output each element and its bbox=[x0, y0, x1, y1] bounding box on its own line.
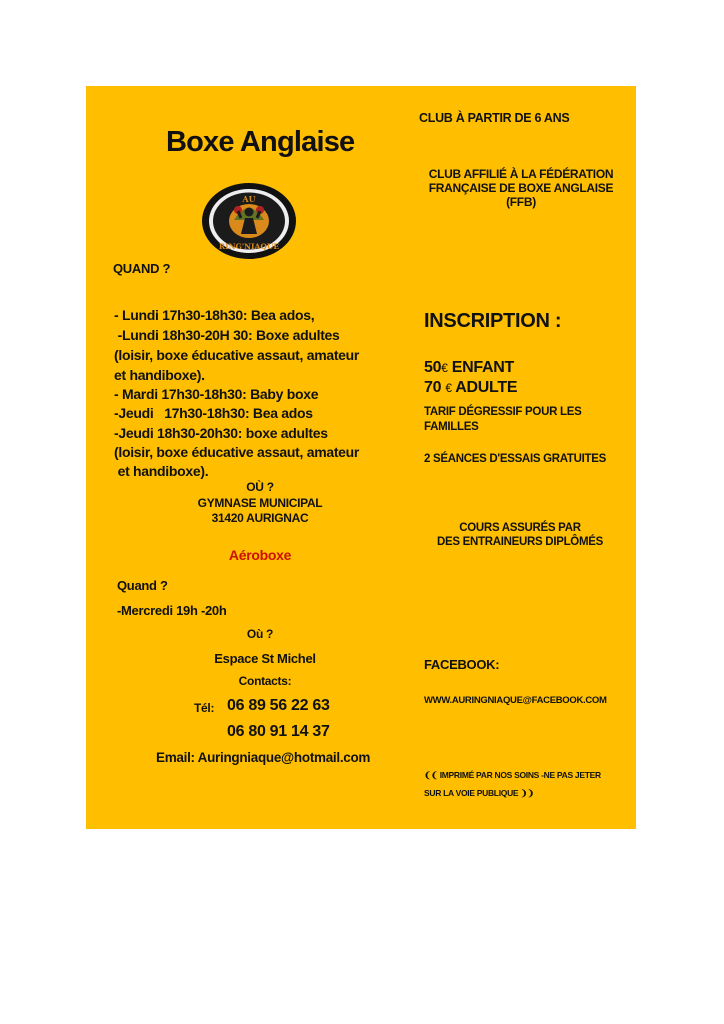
schedule-line: -Jeudi 17h30-18h30: Bea ados bbox=[114, 405, 313, 421]
logo-text-bottom: RING'NIAQUE bbox=[218, 242, 280, 251]
aeroboxe-heading: Aéroboxe bbox=[228, 547, 292, 563]
price-adult-amount: 70 bbox=[424, 379, 442, 396]
price-child-amount: 50 bbox=[424, 359, 442, 376]
schedule-line: - Mardi 17h30-18h30: Baby boxe bbox=[114, 386, 319, 402]
aeroboxe-place: Espace St Michel bbox=[214, 651, 316, 666]
price-child-label: ENFANT bbox=[451, 359, 514, 376]
phone-1: 06 89 56 22 63 bbox=[227, 697, 330, 714]
affiliation-line: (FFB) bbox=[506, 195, 536, 209]
quand-heading: QUAND ? bbox=[113, 261, 171, 276]
currency-symbol: € bbox=[441, 361, 448, 375]
facebook-heading: FACEBOOK: bbox=[424, 657, 500, 672]
aeroboxe-time: -Mercredi 19h -20h bbox=[117, 603, 227, 618]
venue-name: GYMNASE MUNICIPAL bbox=[197, 496, 323, 510]
schedule-line: et handiboxe). bbox=[114, 367, 205, 383]
aeroboxe-ou: Où ? bbox=[246, 627, 274, 641]
footer-note-line: SUR LA VOIE PUBLIQUE ❩❩ bbox=[424, 788, 534, 798]
footer-note-line: ❨❨ IMPRIMÉ PAR NOS SOINS -NE PAS JETER bbox=[424, 770, 601, 780]
aeroboxe-quand: Quand ? bbox=[117, 578, 168, 593]
schedule-line: et handiboxe). bbox=[114, 463, 209, 479]
ou-heading: OÙ ? bbox=[246, 480, 274, 494]
facebook-link[interactable]: WWW.AURINGNIAQUE@FACEBOOK.COM bbox=[424, 695, 607, 706]
tel-label: Tél: bbox=[194, 701, 215, 715]
venue-city: 31420 AURIGNAC bbox=[211, 511, 309, 525]
schedule-line: (loisir, boxe éducative assaut, amateur bbox=[114, 444, 360, 460]
club-logo bbox=[201, 182, 297, 260]
coaches-line: DES ENTRAINEURS DIPLÔMÉS bbox=[437, 536, 603, 548]
tarif-line: TARIF DÉGRESSIF POUR LES bbox=[424, 406, 582, 418]
tarif-line: FAMILLES bbox=[424, 421, 479, 433]
phone-2: 06 80 91 14 37 bbox=[227, 723, 330, 740]
schedule-line: -Jeudi 18h30-20h30: boxe adultes bbox=[114, 425, 328, 441]
inscription-heading: INSCRIPTION : bbox=[424, 310, 562, 332]
schedule-line: - Lundi 17h30-18h30: Bea ados, bbox=[114, 307, 315, 323]
club-age: CLUB À PARTIR DE 6 ANS bbox=[419, 111, 570, 125]
free-trial: 2 SÉANCES D'ESSAIS GRATUITES bbox=[424, 453, 606, 465]
currency-symbol: € bbox=[445, 381, 452, 395]
affiliation-line: CLUB AFFILIÉ À LA FÉDÉRATION bbox=[428, 167, 614, 181]
price-child bbox=[424, 359, 514, 377]
price-adult bbox=[424, 379, 517, 397]
contacts-heading: Contacts: bbox=[238, 674, 292, 688]
page-title: Boxe Anglaise bbox=[166, 126, 355, 158]
price-adult-label: ADULTE bbox=[455, 379, 518, 396]
affiliation-line: FRANÇAISE DE BOXE ANGLAISE bbox=[428, 181, 614, 195]
club-logo-emblem bbox=[201, 182, 297, 260]
email: Email: Auringniaque@hotmail.com bbox=[156, 750, 371, 765]
schedule-line: (loisir, boxe éducative assaut, amateur bbox=[114, 347, 360, 363]
coaches-line: COURS ASSURÉS PAR bbox=[459, 522, 581, 534]
schedule-line: -Lundi 18h30-20H 30: Boxe adultes bbox=[114, 327, 340, 343]
logo-text-top: AU bbox=[242, 194, 256, 204]
